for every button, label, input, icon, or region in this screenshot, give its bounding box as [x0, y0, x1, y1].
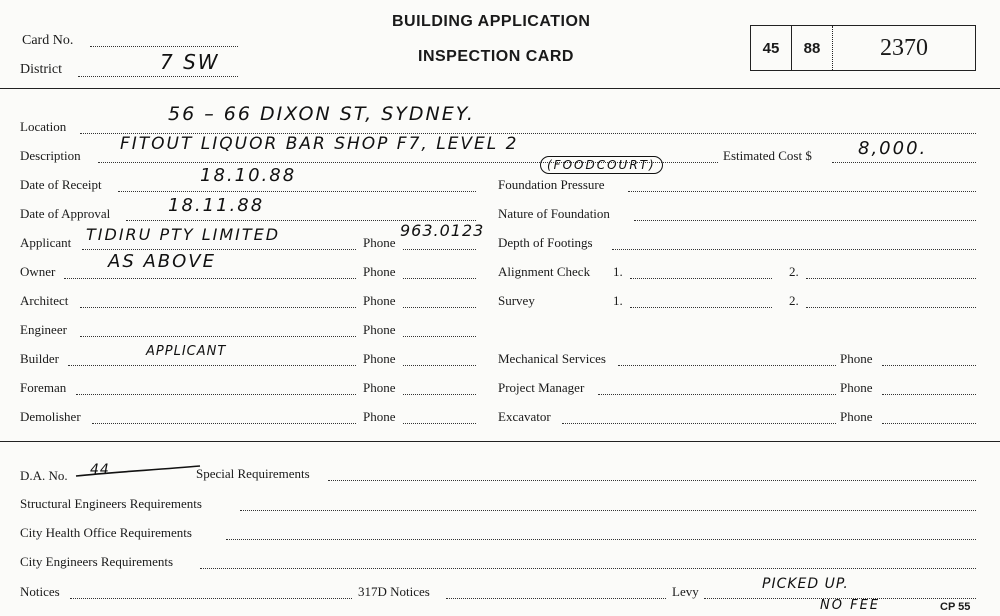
foreman-line: [76, 394, 356, 395]
city-engineers-line: [200, 568, 976, 569]
date-of-receipt-line: [118, 191, 476, 192]
mechanical-services-phone-label: Phone: [840, 351, 873, 366]
notices-label: Notices: [20, 584, 60, 599]
depth-of-footings-line: [612, 249, 976, 250]
notices-317d-label: 317D Notices: [358, 584, 430, 599]
section-divider: [0, 441, 1000, 442]
excavator-phone-label: Phone: [840, 409, 873, 424]
date-of-receipt-value: 18.10.88: [200, 165, 297, 186]
city-health-label: City Health Office Requirements: [20, 525, 192, 540]
nature-of-foundation-line: [634, 220, 976, 221]
district-label: District: [20, 62, 62, 77]
alignment-check-2-line: [806, 278, 976, 279]
da-no-value: 44: [90, 462, 110, 478]
city-engineers-label: City Engineers Requirements: [20, 554, 174, 569]
strikethrough-mark: [74, 462, 204, 482]
applicant-phone-label: Phone: [363, 235, 396, 250]
structural-engineers-label: Structural Engineers Requirements: [20, 496, 202, 511]
description-note: (FOODCOURT): [540, 156, 663, 174]
estimated-cost-value: 8,000.: [858, 138, 928, 159]
estimated-cost-label: Estimated Cost $: [723, 148, 812, 163]
project-manager-label: Project Manager: [498, 380, 585, 395]
special-requirements-line: [328, 480, 976, 481]
card-number: 2370: [880, 34, 928, 61]
survey-2-label: 2.: [789, 293, 799, 308]
builder-line: [68, 365, 356, 366]
foreman-phone-line: [403, 394, 476, 395]
district-line: [78, 76, 238, 77]
description-value: FITOUT LIQUOR BAR SHOP F7, LEVEL 2: [120, 134, 519, 154]
foundation-pressure-line: [628, 191, 976, 192]
builder-value: APPLICANT: [146, 344, 227, 359]
survey-1-label: 1.: [613, 293, 623, 308]
engineer-phone-label: Phone: [363, 322, 396, 337]
structural-engineers-line: [240, 510, 976, 511]
engineer-line: [80, 336, 356, 337]
demolisher-label: Demolisher: [20, 409, 81, 424]
excavator-label: Excavator: [498, 409, 551, 424]
applicant-phone-line: [403, 249, 476, 250]
alignment-check-2-label: 2.: [789, 264, 799, 279]
excavator-line: [562, 423, 836, 424]
alignment-check-1-label: 1.: [613, 264, 623, 279]
engineer-phone-line: [403, 336, 476, 337]
engineer-label: Engineer: [20, 322, 67, 337]
description-label: Description: [20, 148, 81, 163]
levy-value: PICKED UP.: [762, 576, 849, 592]
date-of-approval-value: 18.11.88: [168, 195, 265, 216]
nature-of-foundation-label: Nature of Foundation: [498, 206, 610, 221]
alignment-check-1-line: [630, 278, 772, 279]
builder-label: Builder: [20, 351, 59, 366]
project-manager-phone-label: Phone: [840, 380, 873, 395]
title-inspection-card: INSPECTION CARD: [418, 48, 574, 65]
mechanical-services-phone-line: [882, 365, 976, 366]
date-of-receipt-label: Date of Receipt: [20, 177, 102, 192]
title-building-application: BUILDING APPLICATION: [392, 13, 591, 30]
foreman-label: Foreman: [20, 380, 67, 395]
location-label: Location: [20, 119, 67, 134]
applicant-phone-value: 963.0123: [400, 221, 485, 240]
card-code-2: 88: [803, 39, 821, 57]
applicant-label: Applicant: [20, 235, 72, 250]
owner-line: [64, 278, 356, 279]
mechanical-services-line: [618, 365, 836, 366]
card-code-1: 45: [762, 39, 780, 57]
survey-2-line: [806, 307, 976, 308]
estimated-cost-line: [832, 162, 976, 163]
location-value: 56 – 66 DIXON ST, SYDNEY.: [168, 103, 475, 125]
owner-phone-line: [403, 278, 476, 279]
survey-1-line: [630, 307, 772, 308]
demolisher-phone-line: [403, 423, 476, 424]
demolisher-line: [92, 423, 356, 424]
owner-phone-label: Phone: [363, 264, 396, 279]
header-divider: [0, 88, 1000, 89]
notices-line: [70, 598, 352, 599]
foundation-pressure-label: Foundation Pressure: [498, 177, 605, 192]
architect-line: [80, 307, 356, 308]
applicant-value: TIDIRU PTY LIMITED: [86, 225, 281, 244]
city-health-line: [226, 539, 976, 540]
card-number-box: [750, 25, 976, 71]
district-value: 7 SW: [160, 50, 220, 74]
builder-phone-line: [403, 365, 476, 366]
levy-note: NO FEE: [820, 598, 880, 613]
owner-value: AS ABOVE: [108, 251, 216, 272]
card-no-line: [90, 46, 238, 47]
levy-label: Levy: [672, 584, 699, 599]
architect-phone-line: [403, 307, 476, 308]
project-manager-phone-line: [882, 394, 976, 395]
applicant-line: [82, 249, 356, 250]
form-code: CP 55: [940, 601, 971, 613]
survey-label: Survey: [498, 293, 535, 308]
owner-label: Owner: [20, 264, 56, 279]
builder-phone-label: Phone: [363, 351, 396, 366]
project-manager-line: [598, 394, 836, 395]
architect-phone-label: Phone: [363, 293, 396, 308]
alignment-check-label: Alignment Check: [498, 264, 591, 279]
depth-of-footings-label: Depth of Footings: [498, 235, 593, 250]
da-no-label: D.A. No.: [20, 468, 68, 483]
date-of-approval-label: Date of Approval: [20, 206, 111, 221]
demolisher-phone-label: Phone: [363, 409, 396, 424]
architect-label: Architect: [20, 293, 69, 308]
notices-317d-line: [446, 598, 666, 599]
excavator-phone-line: [882, 423, 976, 424]
mechanical-services-label: Mechanical Services: [498, 351, 606, 366]
card-no-label: Card No.: [22, 33, 74, 48]
foreman-phone-label: Phone: [363, 380, 396, 395]
special-requirements-label: Special Requirements: [196, 466, 310, 481]
